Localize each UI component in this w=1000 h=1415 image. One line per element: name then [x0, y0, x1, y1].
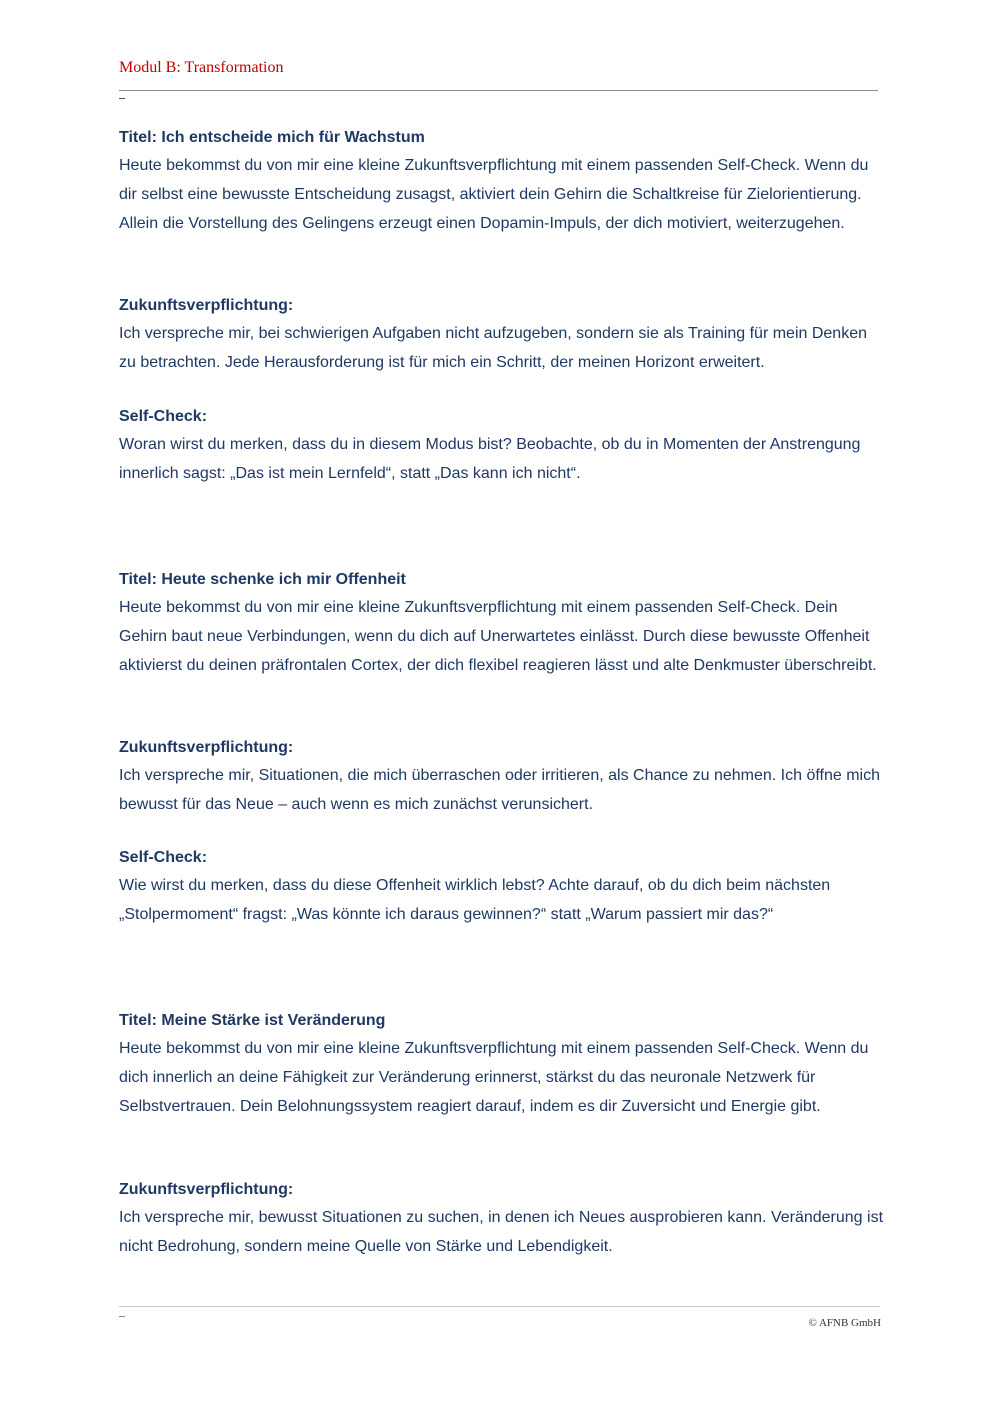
commitment-label: Zukunftsverpflichtung:: [119, 1181, 294, 1198]
section-title-block: [119, 570, 884, 680]
self-check-block: [119, 848, 884, 929]
commitment-label: Zukunftsverpflichtung:: [119, 297, 294, 314]
footer-marker: [119, 1316, 125, 1317]
self-check-label: Self-Check:: [119, 408, 208, 425]
footer-divider: [119, 1306, 880, 1307]
section-title: Titel: Heute schenke ich mir Offenheit: [119, 571, 406, 588]
section-title: Titel: Meine Stärke ist Veränderung: [119, 1012, 386, 1029]
section-intro: Heute bekommst du von mir eine kleine Zukunftsverpflichtung mit einem passenden Self-Check. Wenn du dich innerlich an deine Fähigkeit zur Veränderung erinnerst, stärkst du das neuronale Netzwerk für Selbstvertrauen. Dein Belohnungssystem reagiert darauf, indem es dir Zuversicht und Energie gibt.: [119, 1040, 869, 1115]
self-check-text: Woran wirst du merken, dass du in diesem Modus bist? Beobachte, ob du in Momenten der Anstrengung innerlich sagst: „Das ist mein Lernfeld“, statt „Das kann ich nicht“.: [119, 436, 861, 482]
commitment-text: Ich verspreche mir, Situationen, die mich überraschen oder irritieren, als Chance zu nehmen. Ich öffne mich bewusst für das Neue – auch wenn es mich zunächst verunsichert.: [119, 767, 880, 813]
commitment-label: Zukunftsverpflichtung:: [119, 739, 294, 756]
self-check-text: Wie wirst du merken, dass du diese Offenheit wirklich lebst? Achte darauf, ob du dich beim nächsten „Stolpermoment“ fragst: „Was könnte ich daraus gewinnen?“ statt „Warum passiert mir das?“: [119, 877, 831, 923]
self-check-label: Self-Check:: [119, 849, 208, 866]
footer-copyright: © AFNB GmbH: [808, 1317, 881, 1329]
section-intro: Heute bekommst du von mir eine kleine Zukunftsverpflichtung mit einem passenden Self-Check. Dein Gehirn baut neue Verbindungen, wenn du dich auf Unerwartetes einlässt. Durch diese bewusste Offenheit aktivierst du deinen präfrontalen Cortex, der dich flexibel reagieren lässt und alte Denkmuster überschreibt.: [119, 599, 877, 674]
commitment-text: Ich verspreche mir, bei schwierigen Aufgaben nicht aufzugeben, sondern sie als Training für mein Denken zu betrachten. Jede Herausforderung ist für mich ein Schritt, der meinen Horizont erweitert.: [119, 325, 867, 371]
header-marker: [119, 98, 125, 99]
commitment-block: [119, 296, 884, 377]
commitment-block: [119, 738, 884, 819]
commitment-text: Ich verspreche mir, bewusst Situationen zu suchen, in denen ich Neues ausprobieren kann. Veränderung ist nicht Bedrohung, sondern meine Quelle von Stärke und Lebendigkeit.: [119, 1209, 884, 1255]
commitment-block: [119, 1180, 884, 1261]
section-title-block: [119, 1011, 884, 1121]
header-divider: [119, 90, 878, 91]
section-intro: Heute bekommst du von mir eine kleine Zukunftsverpflichtung mit einem passenden Self-Check. Wenn du dir selbst eine bewusste Entscheidung zusagst, aktiviert dein Gehirn die Schaltkreise für Zielorientierung. Allein die Vorstellung des Gelingens erzeugt einen Dopamin-Impuls, der dich motiviert, weiterzugehen.: [119, 157, 869, 232]
section-title: Titel: Ich entscheide mich für Wachstum: [119, 129, 425, 146]
page-header-title: Modul B: Transformation: [119, 59, 284, 76]
self-check-block: [119, 407, 884, 488]
section-title-block: [119, 128, 884, 238]
